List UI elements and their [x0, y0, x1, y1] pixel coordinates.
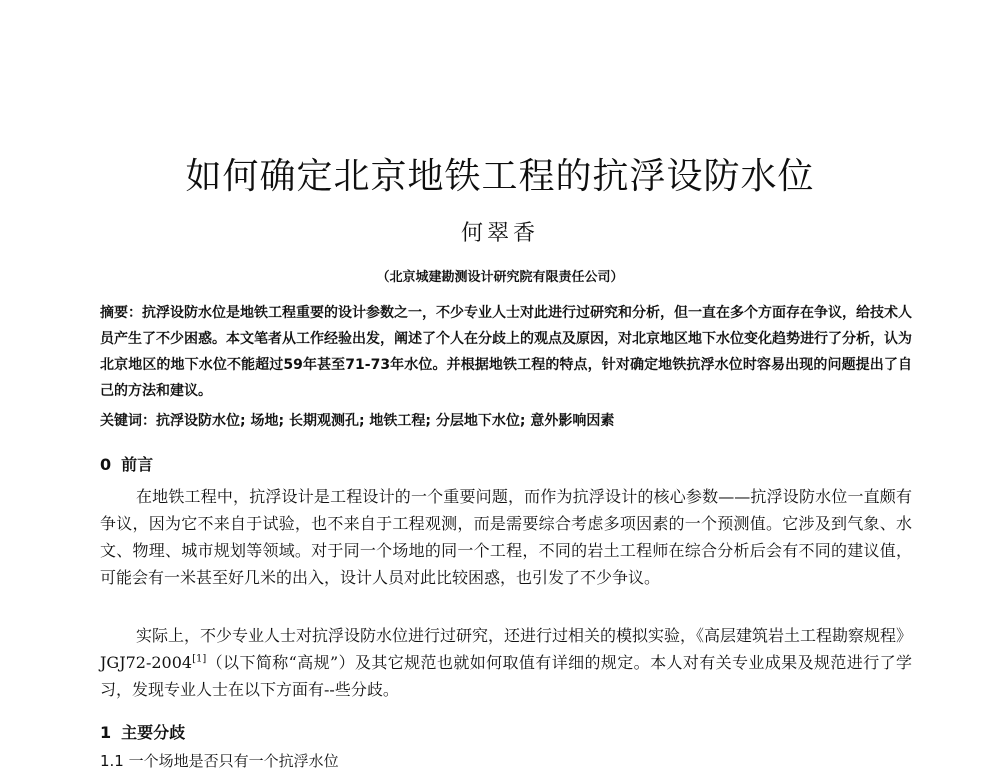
paragraph-text: 实际上，不少专业人士对抗浮设防水位进行过研究，还进行过相关的模拟实验，《高层建筑岩土工程勘察规程》JGJ72-2004	[100, 626, 913, 672]
body-paragraph: 在地铁工程中，抗浮设计是工程设计的一个重要问题，而作为抗浮设计的核心参数——抗浮设防水位一直颇有争议，因为它不来自于试验，也不来自于工程观测，而是需要综合考虑多项因素的一个预测值。它涉及到气象、水文、物理、城市规划等领域。对于同一个场地的同一个工程，不同的岩土工程师在综合分析后会有不同的建议值，可能会有一米甚至好几米的出入，设计人员对此比较困惑，也引发了不少争议。	[100, 487, 912, 587]
author-name: 何翠香	[460, 221, 539, 246]
citation-ref: [1]	[192, 653, 207, 665]
paper-title: 如何确定北京地铁工程的抗浮设防水位	[185, 156, 815, 197]
abstract-text: 抗浮设防水位是地铁工程重要的设计参数之一，不少专业人士对此进行过研究和分析，但一直在多个方面存在争议，给技术人员产生了不少困惑。本文笔者从工作经验出发，阐述了个人在分歧上的观点及原因，对北京地区地下水位变化趋势进行了分析，认为北京地区的地下水位不能超过59年甚至71-73年水位。并根据地铁工程的特点，针对确定地铁抗浮水位时容易出现的问题提出了自己的方法和建议。	[100, 305, 912, 399]
abstract	[100, 300, 912, 404]
section-heading-intro	[100, 452, 153, 475]
section-title: 主要分歧	[121, 723, 186, 742]
keywords	[100, 408, 912, 434]
abstract-label: 摘要：	[100, 305, 142, 321]
paragraph-text: （以下简称“高规”）及其它规范也就如何取值有详细的规定。本人对有关专业成果及规范进行了学习，发现专业人士在以下方面有-‐些分歧。	[100, 653, 912, 699]
subsection-heading: 1.1 一个场地是否只有一个抗浮水位	[100, 752, 339, 770]
section-title: 前言	[121, 455, 154, 474]
section-heading-main-differences	[100, 720, 185, 743]
keywords-label: 关键词：	[100, 413, 156, 429]
body-paragraph	[100, 622, 912, 703]
section-number: 0	[100, 455, 112, 474]
keywords-text: 抗浮设防水位; 场地; 长期观测孔; 地铁工程; 分层地下水位; 意外影响因素	[156, 413, 615, 429]
section-number: 1	[100, 723, 112, 742]
author-affiliation: （北京城建勘测设计研究院有限责任公司）	[376, 270, 624, 285]
